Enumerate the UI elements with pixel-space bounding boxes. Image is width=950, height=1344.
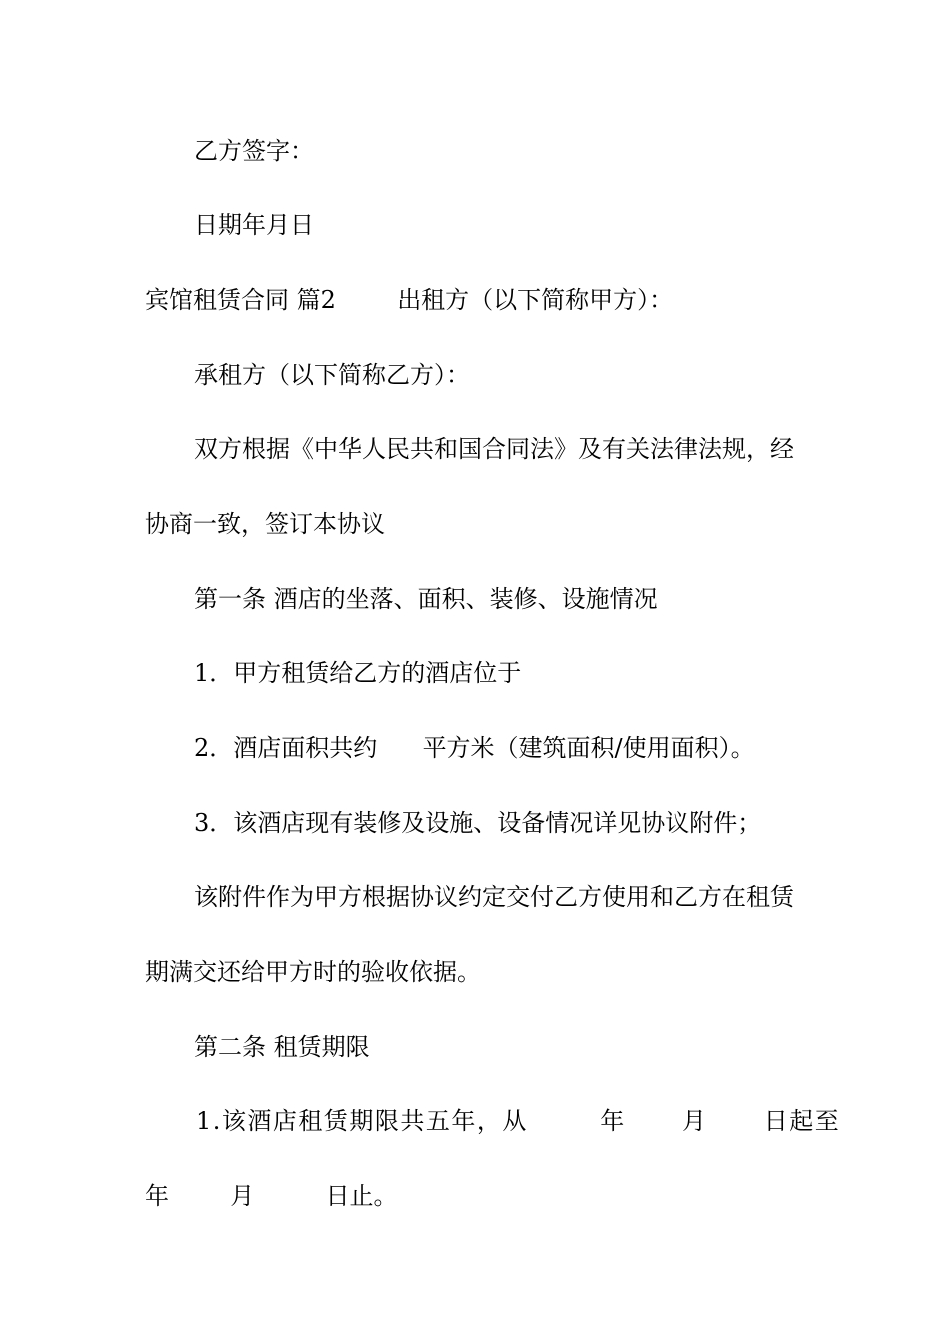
date-line [194, 210, 314, 240]
article-1-item-2-text-a: 2．酒店面积共约 [194, 734, 378, 762]
party-b-signature-line [194, 136, 314, 166]
article-2-title: 第二条 租赁期限 [194, 1033, 370, 1061]
preamble-line-2 [145, 509, 385, 539]
start-day-label: 日起至 [763, 1107, 841, 1135]
article-1-item-3 [194, 808, 761, 838]
article-2-item-1-line-1 [196, 1106, 840, 1136]
article-1-item-1-text: 1．甲方租赁给乙方的酒店位于 [194, 659, 522, 687]
date-label: 日期年月日 [194, 211, 314, 239]
contract-title-line [145, 285, 673, 315]
end-day-label: 日止。 [325, 1182, 398, 1210]
start-year-label: 年 [600, 1107, 626, 1135]
article-1-item-1 [194, 658, 521, 688]
contract-title: 宾馆租赁合同 篇2 [145, 286, 336, 314]
annex-paragraph-line-1 [194, 882, 794, 912]
preamble-line-1 [194, 434, 794, 464]
end-year-label: 年 [145, 1182, 169, 1210]
article-2-heading [194, 1032, 370, 1062]
article-1-heading [194, 584, 658, 614]
article-1-item-2 [194, 733, 755, 763]
annex-paragraph-line-2 [145, 957, 481, 987]
end-month-label: 月 [230, 1182, 255, 1210]
article-2-item-1-line-2 [145, 1181, 398, 1211]
lessee-line [194, 360, 470, 390]
annex-text-1: 该附件作为甲方根据协议约定交付乙方使用和乙方在租赁 [194, 883, 794, 911]
annex-text-2: 期满交还给甲方时的验收依据。 [145, 958, 481, 986]
start-month-label: 月 [681, 1107, 708, 1135]
article-1-item-2-text-b: 平方米（建筑面积/使用面积）。 [422, 734, 755, 762]
party-b-signature-label: 乙方签字： [194, 137, 314, 165]
lease-term-text: 1.该酒店租赁期限共五年，从 [196, 1107, 528, 1135]
preamble-text-2: 协商一致，签订本协议 [145, 510, 385, 538]
preamble-text-1: 双方根据《中华人民共和国合同法》及有关法律法规，经 [194, 435, 794, 463]
lessee-label: 承租方（以下简称乙方）： [194, 361, 470, 389]
article-1-title: 第一条 酒店的坐落、面积、装修、设施情况 [194, 585, 658, 613]
lessor-label: 出租方（以下简称甲方）： [397, 286, 674, 314]
article-1-item-3-text: 3．该酒店现有装修及设施、设备情况详见协议附件； [194, 809, 762, 837]
